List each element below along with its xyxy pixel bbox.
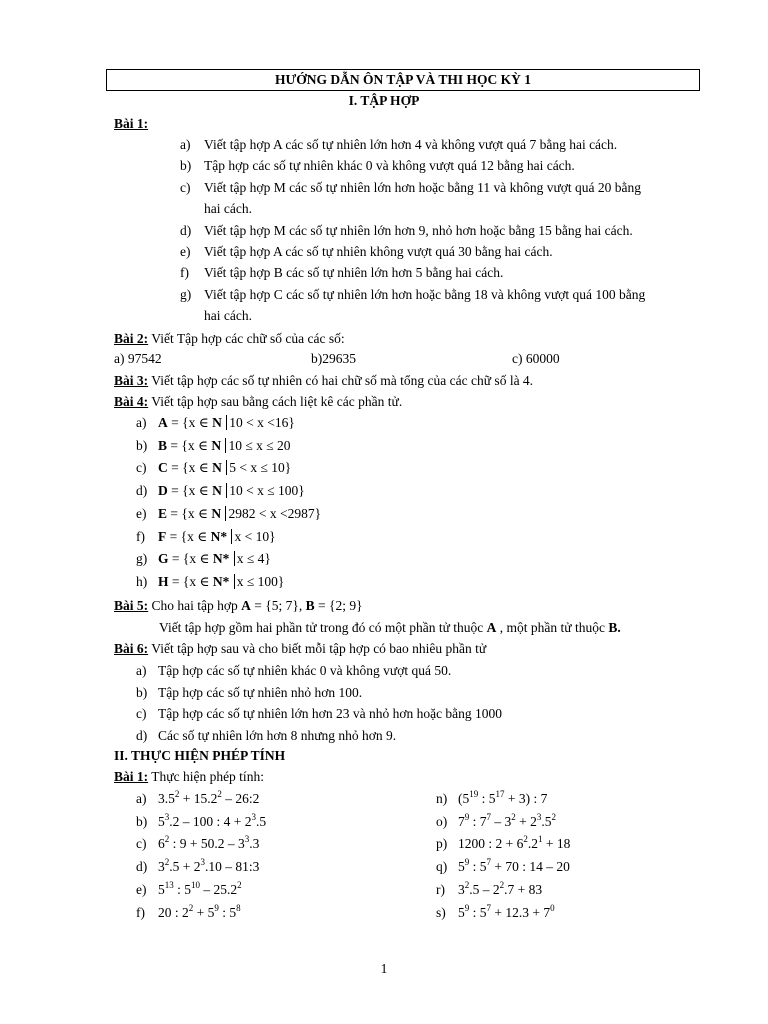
set-condition: 2982 < x <2987} <box>225 506 321 521</box>
set-condition: 10 ≤ x ≤ 20 <box>225 438 290 453</box>
calc-item <box>436 790 547 808</box>
set-name: B <box>158 437 168 453</box>
bai5-heading: Bài 5: <box>114 598 149 613</box>
item-label: c) <box>180 180 191 195</box>
set-name: F <box>158 528 167 544</box>
bai5-set-b-name: B <box>305 598 315 613</box>
set-condition: 5 < x ≤ 10} <box>226 460 291 475</box>
bai6-item <box>136 662 451 680</box>
set-type: N* <box>212 551 230 567</box>
item-label: a) <box>180 137 191 152</box>
bai2-line <box>114 330 345 348</box>
item-label: c) <box>136 706 147 721</box>
bai4-item <box>136 528 276 546</box>
item-label: g) <box>136 551 148 567</box>
item-label: p) <box>436 836 448 852</box>
set-name: E <box>158 505 168 521</box>
calc-item <box>436 904 555 922</box>
calc-item <box>136 790 259 808</box>
item-label: s) <box>436 904 446 920</box>
item-label: d) <box>136 483 148 499</box>
item-text: Viết tập hợp M các số tự nhiên lớn hơn hoặc bằng 11 và không vượt quá 20 bằng <box>204 180 642 195</box>
item-label: b) <box>136 684 148 700</box>
calc-item <box>136 813 266 831</box>
bai6-item <box>136 705 502 723</box>
expression: $5^9$ : $5^7 + 12.3 + 7^0$ <box>458 902 555 920</box>
item-label: d) <box>136 727 148 743</box>
bai5-set-a: = {5; 7}, <box>250 598 306 613</box>
item-label: o) <box>436 813 448 829</box>
expression: $5^3.2 - 100$ : $4 + 2^3.5$ <box>158 811 267 829</box>
bai5-line <box>114 597 363 615</box>
bai1-item <box>180 264 503 282</box>
bai2-c: c) 60000 <box>512 351 560 366</box>
bai1-heading: Bài 1: <box>114 116 149 131</box>
bai5-line2-b: B. <box>608 620 621 635</box>
item-label: r) <box>436 881 445 897</box>
set-open: = {x ∈ <box>167 415 213 430</box>
item-label: f) <box>180 265 189 280</box>
item-label: h) <box>136 573 148 589</box>
item-label: f) <box>136 528 145 544</box>
item-label: a) <box>136 663 147 678</box>
item-label: d) <box>180 223 192 238</box>
bai1-item-cont: hai cách. <box>204 308 252 323</box>
set-open: = {x ∈ <box>167 460 213 476</box>
set-condition: x < 10} <box>231 529 275 544</box>
bai4-line <box>114 393 402 411</box>
s2-bai1-heading: Bài 1: <box>114 769 149 784</box>
item-text: Tập hợp các số tự nhiên khác 0 và không vượt quá 12 bằng hai cách. <box>204 158 575 173</box>
item-text: Các số tự nhiên lớn hơn 8 nhưng nhỏ hơn 9. <box>158 727 397 743</box>
item-text: Tập hợp các số tự nhiên lớn hơn 23 và nhỏ hơn hoặc bằng 1000 <box>158 706 503 721</box>
bai6-line <box>114 640 486 658</box>
set-type: N <box>211 437 222 453</box>
calc-item <box>136 904 241 922</box>
set-name: G <box>158 551 169 567</box>
item-label: n) <box>436 791 448 806</box>
set-name: A <box>158 415 168 430</box>
bai2-a: a) 97542 <box>114 351 162 366</box>
item-label: e) <box>136 505 147 521</box>
bai4-item <box>136 437 291 455</box>
bai5-line2-a: A <box>486 620 497 635</box>
expression: $5^{13}$ : $5^{10} - 25.2^2$ <box>158 879 242 897</box>
expression: ($5^{19}$ : $5^{17} + 3$) : 7 <box>458 789 548 806</box>
expression: $3^2.5 - 2^2.7 + 83$ <box>458 879 543 897</box>
set-condition: 10 < x <16} <box>226 415 295 430</box>
bai5-set-a-name: A <box>241 598 251 613</box>
item-label: e) <box>136 881 147 897</box>
expression: $7^9$ : $7^7 - 3^2 + 2^3.5^2$ <box>458 811 557 829</box>
set-open: = {x ∈ <box>168 551 213 567</box>
bai6-text: Viết tập hợp sau và cho biết mỗi tập hợp có bao nhiêu phần tử <box>148 641 487 656</box>
calc-item <box>136 858 259 876</box>
expression: $5^9$ : $5^7 + 70$ : 14 – 20 <box>458 857 570 875</box>
item-text: Viết tập hợp M các số tự nhiên lớn hơn 9, nhỏ hơn hoặc bằng 15 bằng hai cách. <box>204 223 633 238</box>
item-label: f) <box>136 904 145 920</box>
bai1-item <box>180 136 617 154</box>
set-type: N <box>212 415 222 430</box>
set-condition: x ≤ 4} <box>234 551 271 566</box>
item-label: c) <box>136 460 147 476</box>
bai3-line <box>114 372 533 390</box>
item-label: a) <box>136 791 147 806</box>
item-label: q) <box>436 859 448 875</box>
section-2-title: II. THỰC HIỆN PHÉP TÍNH <box>114 748 286 763</box>
set-name: D <box>158 483 168 499</box>
calc-item <box>436 881 542 899</box>
set-condition: x ≤ 100} <box>234 574 285 589</box>
bai5-text: Cho hai tập hợp <box>148 598 242 613</box>
item-text: Tập hợp các số tự nhiên nhỏ hơn 100. <box>158 684 363 700</box>
set-open: = {x ∈ <box>166 528 211 544</box>
set-type: N <box>212 483 222 499</box>
bai6-heading: Bài 6: <box>114 641 149 656</box>
bai4-item <box>136 414 295 432</box>
bai4-item <box>136 573 284 591</box>
calc-item <box>436 858 570 876</box>
bai4-item <box>136 482 305 500</box>
expression: $6^2$ : $9 + 50.2 - 3^3.3$ <box>158 834 260 852</box>
bai2-heading: Bài 2: <box>114 331 149 346</box>
bai1-item <box>180 243 553 261</box>
set-condition: 10 < x ≤ 100} <box>226 483 305 498</box>
bai4-text: Viết tập hợp sau bằng cách liệt kê các phần tử. <box>148 394 403 409</box>
item-label: c) <box>136 836 147 852</box>
expression: 1200 : $2 + 6^2.2^1 + 18$ <box>458 834 571 852</box>
bai6-item <box>136 727 396 745</box>
calc-item <box>136 835 259 853</box>
set-open: = {x ∈ <box>167 483 213 499</box>
bai3-text: Viết tập hợp các số tự nhiên có hai chữ số mà tổng của các chữ số là 4. <box>148 373 534 388</box>
bai2-text: Viết Tập hợp các chữ số của các số: <box>148 331 345 346</box>
calc-item <box>436 835 570 853</box>
calc-item <box>136 881 242 899</box>
item-text: Viết tập hợp C các số tự nhiên lớn hơn hoặc bằng 18 và không vượt quá 100 bằng <box>204 287 646 302</box>
set-type: N* <box>210 528 228 544</box>
bai5-line2 <box>159 619 621 637</box>
s2-bai1-text: Thực hiện phép tính: <box>148 769 264 784</box>
bai6-item <box>136 684 362 702</box>
s2-bai1-line <box>114 768 264 786</box>
item-text: Tập hợp các số tự nhiên khác 0 và không vượt quá 50. <box>158 663 452 678</box>
bai4-item <box>136 550 271 568</box>
bai5-line2-mid: , một phần tử thuộc <box>496 620 609 635</box>
bai4-heading: Bài 4: <box>114 394 149 409</box>
item-text: Viết tập hợp A các số tự nhiên lớn hơn 4 và không vượt quá 7 bằng hai cách. <box>204 137 618 152</box>
set-type: N <box>211 505 222 521</box>
set-type: N <box>212 460 222 476</box>
item-label: a) <box>136 415 147 430</box>
set-open: = {x ∈ <box>167 505 212 521</box>
bai1-item-cont: hai cách. <box>204 201 252 216</box>
bai1-item <box>180 286 645 304</box>
bai1-item <box>180 222 633 240</box>
item-text: Viết tập hợp B các số tự nhiên lớn hơn 5 bằng hai cách. <box>204 265 504 280</box>
expression: $3^2.5 + 2^3.10$ – 81:3 <box>158 857 260 875</box>
bai5-set-b: = {2; 9} <box>314 598 363 613</box>
calc-item <box>436 813 556 831</box>
bai1-item <box>180 179 641 197</box>
bai2-b: b)29635 <box>311 351 356 366</box>
bai5-line2-text: Viết tập hợp gồm hai phần tử trong đó có một phần tử thuộc <box>159 620 487 635</box>
page-number: 1 <box>380 961 388 976</box>
set-type: N* <box>212 573 230 589</box>
set-name: C <box>158 460 168 476</box>
set-open: = {x ∈ <box>167 437 212 453</box>
item-label: b) <box>136 813 148 829</box>
bai3-heading: Bài 3: <box>114 373 149 388</box>
item-label: d) <box>136 859 148 875</box>
bai4-item <box>136 505 321 523</box>
item-text: Viết tập hợp A các số tự nhiên không vượt quá 30 bằng hai cách. <box>204 244 553 259</box>
expression: $3.5^2 + 15.2^2$ – 26:2 <box>158 789 260 806</box>
bai1-item <box>180 157 575 175</box>
section-1-title: I. TẬP HỢP <box>348 93 420 108</box>
bai4-item <box>136 459 291 477</box>
set-open: = {x ∈ <box>168 573 213 589</box>
item-label: e) <box>180 244 191 259</box>
document-title: HƯỚNG DẪN ÔN TẬP VÀ THI HỌC KỲ 1 <box>106 69 700 91</box>
item-label: b) <box>136 437 148 453</box>
expression: 20 : $2^2 + 5^9$ : $5^8$ <box>158 902 241 920</box>
item-label: b) <box>180 158 192 173</box>
set-name: H <box>158 573 169 589</box>
item-label: g) <box>180 287 192 302</box>
